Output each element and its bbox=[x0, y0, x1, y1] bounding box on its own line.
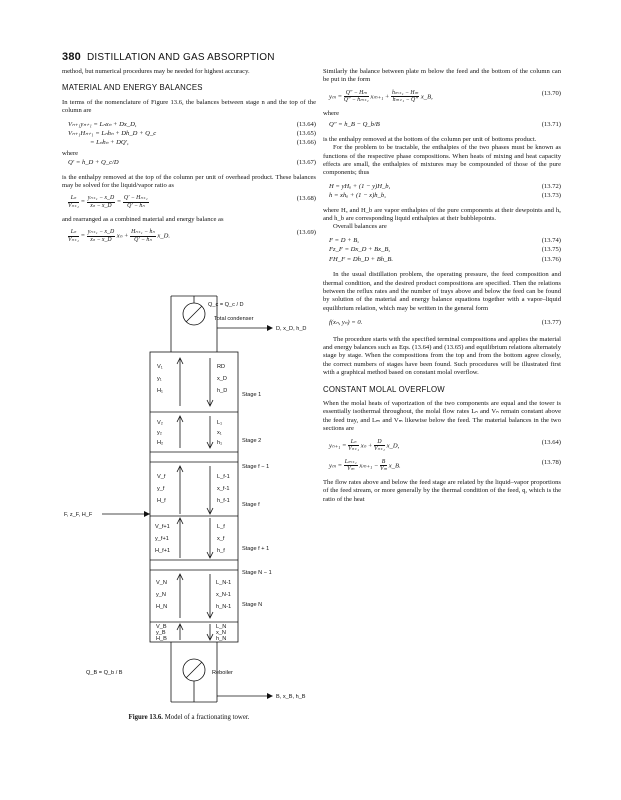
figure-caption bbox=[62, 714, 316, 721]
equation: F = D + B, (13.74) bbox=[329, 236, 561, 244]
equation: Vₙ₊₁yₙ₊₁ = Lₙxₙ + Dx_D, (13.64) bbox=[68, 120, 316, 128]
paragraph: For the problem to be tractable, the enthalpies of the two phases must be known as functions of the respective phase compositions. When heats of mixing and heat capacity effects are small, the enthalpies of mixtures may be compounded of those of the pure components; thus bbox=[323, 144, 561, 177]
svg-text:h_D: h_D bbox=[217, 388, 228, 394]
reboiler-label: Reboiler bbox=[212, 670, 233, 676]
svg-text:RD: RD bbox=[217, 364, 226, 370]
svg-text:y_f+1: y_f+1 bbox=[155, 536, 169, 542]
stage-label: Stage N − 1 bbox=[242, 570, 272, 576]
distillate-label: D, x_D, h_D bbox=[276, 326, 307, 332]
page-number: 380 bbox=[62, 51, 81, 63]
equation: $\frac{\text{Lₙ}}{\text{Vₙ₊₁}}$ = $\frac{\text{yₙ₊₁ − x\_D}}{\text{xₙ − x\_D}}$ = $\frac{\text{Q′ − Hₙ₊₁}}{\text{Q′ − hₙ}}$ (13.68) bbox=[68, 195, 316, 210]
equation: Q″ = h_B − Q_b/B (13.71) bbox=[329, 121, 561, 129]
svg-text:H_f+1: H_f+1 bbox=[155, 548, 171, 554]
paragraph: and rearranged as a combined material and energy balance as bbox=[62, 215, 224, 223]
bottoms-arrow bbox=[267, 693, 273, 699]
svg-text:y₂: y₂ bbox=[157, 430, 162, 436]
svg-text:x_D: x_D bbox=[217, 376, 227, 382]
right-column bbox=[323, 68, 561, 508]
svg-text:h_N: h_N bbox=[216, 636, 227, 642]
paragraph: method, but numerical procedures may be needed for highest accuracy. bbox=[62, 68, 250, 75]
paragraph: When the molal heats of vaporization of the two components are equal and the tower is essentially isothermal throughout, the molal flow rates Lₙ and Vₙ remain constant above the feed tray, and Lₘ and Vₘ likewise below the feed. The material balances in the two sections are bbox=[323, 399, 561, 433]
svg-text:V_f+1: V_f+1 bbox=[155, 524, 170, 530]
svg-text:V₂: V₂ bbox=[157, 420, 163, 426]
equation: yₙ₊₁ = $\frac{\text{Lₙ}}{\text{Vₙ₊₁}}$ xₙ + $\frac{D}{\text{Vₙ₊₁}}$ x_D, (13.64) bbox=[329, 438, 561, 453]
equation: Q′ = h_D + Q_c/D (13.67) bbox=[68, 159, 316, 167]
tower-shell bbox=[150, 352, 238, 642]
running-title: DISTILLATION AND GAS ABSORPTION bbox=[86, 52, 275, 63]
paragraph: The procedure starts with the specified terminal compositions and applies the material and energy balances such as Eqs. (13.64) and (13.65) and equilibrium relations alternately stage by stage. When the compositions from the top and from the bottom agree closely, the correct numbers of stages have been found. Such procedures will be illustrated first with a graphical method based on constant molal overflow. bbox=[323, 335, 561, 377]
svg-text:h_N-1: h_N-1 bbox=[216, 604, 232, 610]
paragraph: where bbox=[62, 149, 79, 157]
stage-label: Stage f bbox=[242, 502, 260, 508]
equation: yₘ = $\frac{\text{Lₘ₊₁}}{\text{Vₘ}}$ xₘ₊₁ − $\frac{B}{\text{Vₘ}}$ x_B. (13.78) bbox=[329, 458, 561, 473]
paragraph: The flow rates above and below the feed stage are related by the liquid–vapor proportions of the feed stream, or more generally by the thermal condition of the feed, q, which is the ratio of the heat bbox=[323, 478, 561, 503]
equation: f(xₙ, yₙ) = 0. (13.77) bbox=[329, 319, 561, 327]
qb-label: Q_B = Q_b / B bbox=[86, 670, 123, 676]
stage-label: Stage 1 bbox=[242, 392, 262, 398]
svg-text:H₂: H₂ bbox=[157, 440, 164, 446]
paragraph: In the usual distillation problem, the operating pressure, the feed composition and thermal condition, and the desired product compositions are specified. Then the relations between the reflux rates and the number of trays above and below the feed can be found by solution of the material and energy balance equations together with a vapor–liquid equilibrium relation, which may be written in the general form bbox=[323, 271, 561, 312]
feed-label: F, z_F, H_F bbox=[64, 512, 93, 518]
svg-text:y_f: y_f bbox=[157, 486, 165, 492]
paragraph: In terms of the nomenclature of Figure 13.6, the balances between stage n and the top of the column are bbox=[62, 98, 316, 115]
distillate-arrow bbox=[267, 325, 273, 331]
paragraph: Overall balances are bbox=[333, 223, 387, 231]
svg-text:L₁: L₁ bbox=[217, 420, 222, 426]
svg-text:L_N: L_N bbox=[216, 624, 227, 630]
paragraph: is the enthalpy removed at the top of the column per unit of overhead product. These balances may be solved for the liquid/vapor ratio as bbox=[62, 173, 316, 190]
paragraph: is the enthalpy removed at the bottom of the column per unit of bottoms product. bbox=[323, 135, 537, 143]
caption-text: Model of a fractionating tower. bbox=[164, 714, 250, 721]
svg-text:h_f-1: h_f-1 bbox=[217, 498, 230, 504]
svg-text:y_B: y_B bbox=[156, 630, 166, 636]
equation-block bbox=[323, 237, 561, 264]
stage-label: Stage f − 1 bbox=[242, 464, 270, 470]
equation: H = yHₐ + (1 − y)H_b, (13.72) bbox=[329, 182, 561, 190]
bottoms-label: B, x_B, h_B bbox=[276, 694, 306, 700]
svg-text:x_N-1: x_N-1 bbox=[216, 592, 231, 598]
svg-text:H₁: H₁ bbox=[157, 388, 163, 394]
svg-text:L_f: L_f bbox=[217, 524, 225, 530]
svg-text:x_f-1: x_f-1 bbox=[217, 486, 230, 492]
svg-text:L_N-1: L_N-1 bbox=[216, 580, 232, 586]
section-heading: MATERIAL AND ENERGY BALANCES bbox=[62, 83, 203, 93]
stage-label: Stage f + 1 bbox=[242, 546, 270, 552]
svg-text:h₁: h₁ bbox=[217, 440, 222, 446]
fractionating-tower-diagram bbox=[62, 292, 316, 712]
svg-text:L_f-1: L_f-1 bbox=[217, 474, 230, 480]
qc-label: Q_c = Q_c / D bbox=[208, 302, 244, 308]
feed-arrow bbox=[144, 511, 150, 517]
svg-text:x₁: x₁ bbox=[217, 430, 222, 436]
svg-text:x_N: x_N bbox=[216, 630, 226, 636]
caption-label: Figure 13.6. bbox=[128, 714, 163, 721]
equation: = Lₙhₙ + DQ′, (13.66) bbox=[90, 139, 316, 147]
arrowheads bbox=[144, 325, 273, 699]
svg-text:h_f: h_f bbox=[217, 548, 225, 554]
svg-text:H_N: H_N bbox=[156, 604, 168, 610]
stage-label: Stage N bbox=[242, 602, 263, 608]
condenser-label: Total condenser bbox=[214, 316, 254, 322]
svg-text:V₁: V₁ bbox=[157, 364, 163, 370]
page-header bbox=[62, 51, 275, 63]
svg-text:V_N: V_N bbox=[156, 580, 167, 586]
equation: h = xhₐ + (1 − x)h_b, (13.73) bbox=[329, 192, 561, 200]
svg-text:x_f: x_f bbox=[217, 536, 225, 542]
equation: $\frac{\text{Lₙ}}{\text{Vₙ₊₁}}$ = $\frac{\text{yₙ₊₁ − x\_D}}{\text{xₙ − x\_D}}$ xₙ + $\frac{\text{Hₙ₊₁ − hₙ}}{\text{Q′ − hₙ}}$ x_D. (13.69) bbox=[68, 229, 316, 243]
svg-text:y_N: y_N bbox=[156, 592, 166, 598]
svg-text:V_B: V_B bbox=[156, 624, 167, 630]
svg-text:V_f: V_f bbox=[157, 474, 166, 480]
paragraph: where Hₐ and H_b are vapor enthalpies of the pure components at their dewpoints and hₐ and h_b are corresponding liquid enthalpies at their bubblepoints. bbox=[323, 206, 561, 223]
equation: Vₙ₊₁Hₙ₊₁ = Lₙhₙ + Dh_D + Q_c (13.65) bbox=[68, 130, 316, 138]
equation: yₘ = $\frac{\text{Q″ − Hₘ}}{\text{Q″ − hₘ₊₁}}$ xₘ₊₁ + $\frac{\text{hₘ₊₁ − Hₘ}}{\text{hₘ₊₁ − Q″}}$ x_B, (13.70) bbox=[329, 89, 561, 104]
svg-text:H_f: H_f bbox=[157, 498, 166, 504]
equation: Fz_F = Dx_D + Bx_B, (13.75) bbox=[329, 246, 561, 254]
svg-text:H_B: H_B bbox=[156, 636, 167, 642]
section-heading: CONSTANT MOLAL OVERFLOW bbox=[323, 384, 445, 394]
paragraph: Similarly the balance between plate m below the feed and the bottom of the column can be put in the form bbox=[323, 68, 561, 84]
svg-text:y₁: y₁ bbox=[157, 376, 162, 382]
left-column bbox=[62, 68, 316, 249]
equation: FH_F = Dh_D + Bh_B. (13.76) bbox=[329, 255, 561, 263]
paragraph: where bbox=[323, 110, 340, 117]
equation-block bbox=[62, 121, 316, 148]
stage-label: Stage 2 bbox=[242, 438, 262, 444]
